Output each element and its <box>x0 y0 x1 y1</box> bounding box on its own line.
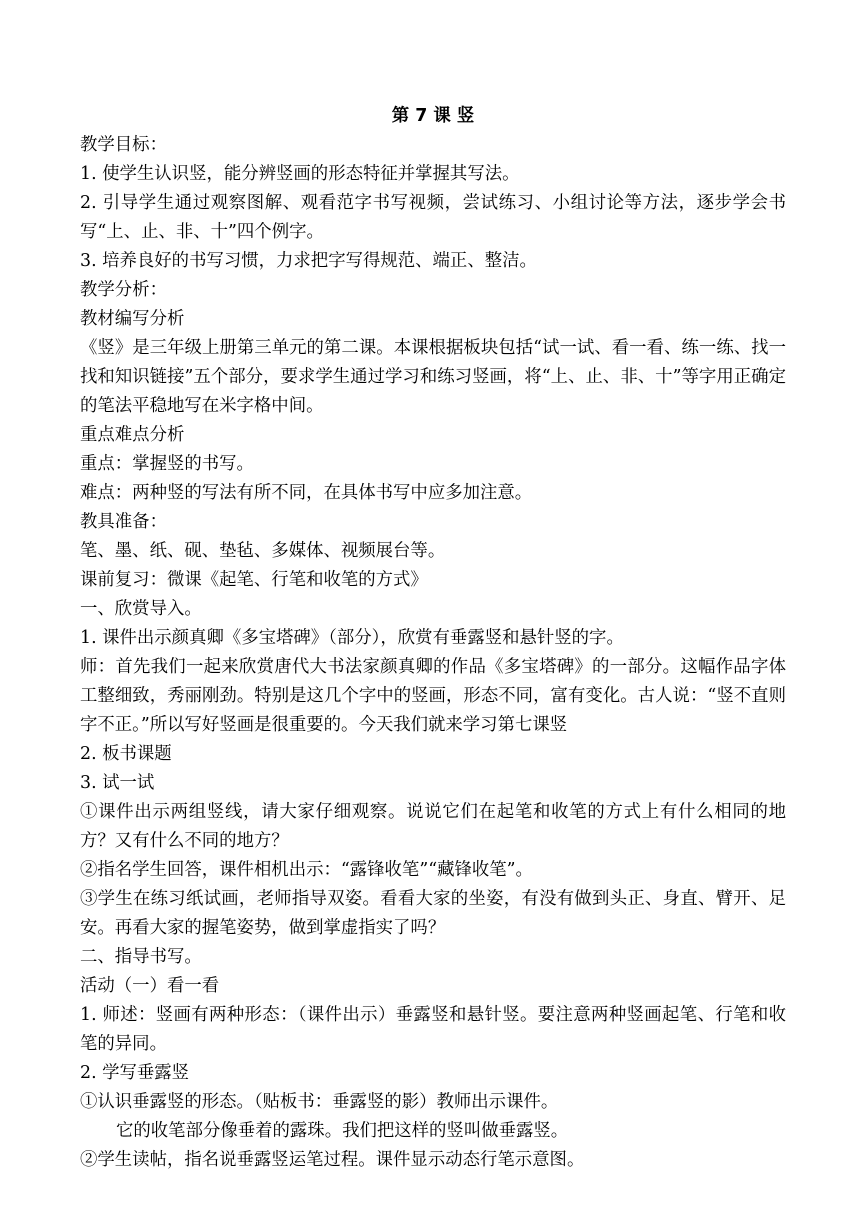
section-1-item-1: 1. 课件出示颜真卿《多宝塔碑》（部分），欣赏有垂露竖和悬针竖的字。 <box>80 628 624 648</box>
teacher-intro-paragraph: 师：首先我们一起来欣赏唐代大书法家颜真卿的作品《多宝塔碑》的一部分。这幅作品字体工整细致，秀丽刚劲。特别是这几个字中的竖画，形态不同，富有变化。古人说：“竖不直则字不正。”所以写好竖画是很重要的。今天我们就来学习第七课竖 <box>80 657 786 735</box>
subheading-key-points: 重点难点分析 <box>80 425 185 445</box>
activity-1-heading: 活动（一）看一看 <box>80 976 220 996</box>
material-analysis-paragraph: 《竖》是三年级上册第三单元的第二课。本课根据板块包括“试一试、看一看、练一练、找一找和知识链接”五个部分，要求学生通过学习和练习竖画，将“上、止、非、十”等字用正确定的笔法平稳地写在米字格中间。 <box>80 338 786 416</box>
section-2-heading: 二、指导书写。 <box>80 947 202 967</box>
pre-class-review: 课前复习：微课《起笔、行笔和收笔的方式》 <box>80 570 428 590</box>
activity-1-item-1: 1. 师述：竖画有两种形态：（课件出示）垂露竖和悬针竖。要注意两种竖画起笔、行笔和收笔的异同。 <box>80 1005 786 1054</box>
vertical-dew-description: 它的收笔部分像垂着的露珠。我们把这样的竖叫做垂露竖。 <box>116 1121 569 1141</box>
goal-1: 1. 使学生认识竖，能分辨竖画的形态特征并掌握其写法。 <box>80 164 520 184</box>
vertical-dew-step-1: ①认识垂露竖的形态。（贴板书：垂露竖的影）教师出示课件。 <box>80 1092 559 1112</box>
vertical-dew-step-2: ②学生读帖，指名说垂露竖运笔过程。课件显示动态行笔示意图。 <box>80 1150 585 1170</box>
materials-list: 笔、墨、纸、砚、垫毡、多媒体、视频展台等。 <box>80 541 446 561</box>
heading-teaching-materials: 教具准备： <box>80 512 167 532</box>
try-step-3: ③学生在练习纸试画，老师指导双姿。看看大家的坐姿，有没有做到头正、身直、臂开、足安。再看大家的握笔姿势，做到掌虚指实了吗？ <box>80 889 786 938</box>
key-point: 重点：掌握竖的书写。 <box>80 454 254 474</box>
section-1-item-2: 2. 板书课题 <box>80 744 172 764</box>
try-step-1: ①课件出示两组竖线，请大家仔细观察。说说它们在起笔和收笔的方式上有什么相同的地方？又有什么不同的地方？ <box>80 802 786 851</box>
document-page <box>80 102 786 1175</box>
try-step-2: ②指名学生回答，课件相机出示：“露锋收笔”“藏锋收笔”。 <box>80 860 533 880</box>
goal-3: 3. 培养良好的书写习惯，力求把字写得规范、端正、整洁。 <box>80 251 537 271</box>
heading-teaching-analysis: 教学分析： <box>80 280 167 300</box>
activity-1-item-2: 2. 学写垂露竖 <box>80 1063 190 1083</box>
goal-2: 2. 引导学生通过观察图解、观看范字书写视频，尝试练习、小组讨论等方法，逐步学会书写“上、止、非、十”四个例字。 <box>80 193 786 242</box>
section-1-heading: 一、欣赏导入。 <box>80 599 202 619</box>
heading-teaching-goals: 教学目标： <box>80 135 167 155</box>
lesson-title: 第 7 课 竖 <box>391 106 475 126</box>
subheading-material-analysis: 教材编写分析 <box>80 309 185 329</box>
difficult-point: 难点：两种竖的写法有所不同，在具体书写中应多加注意。 <box>80 483 533 503</box>
section-1-item-3: 3. 试一试 <box>80 773 155 793</box>
